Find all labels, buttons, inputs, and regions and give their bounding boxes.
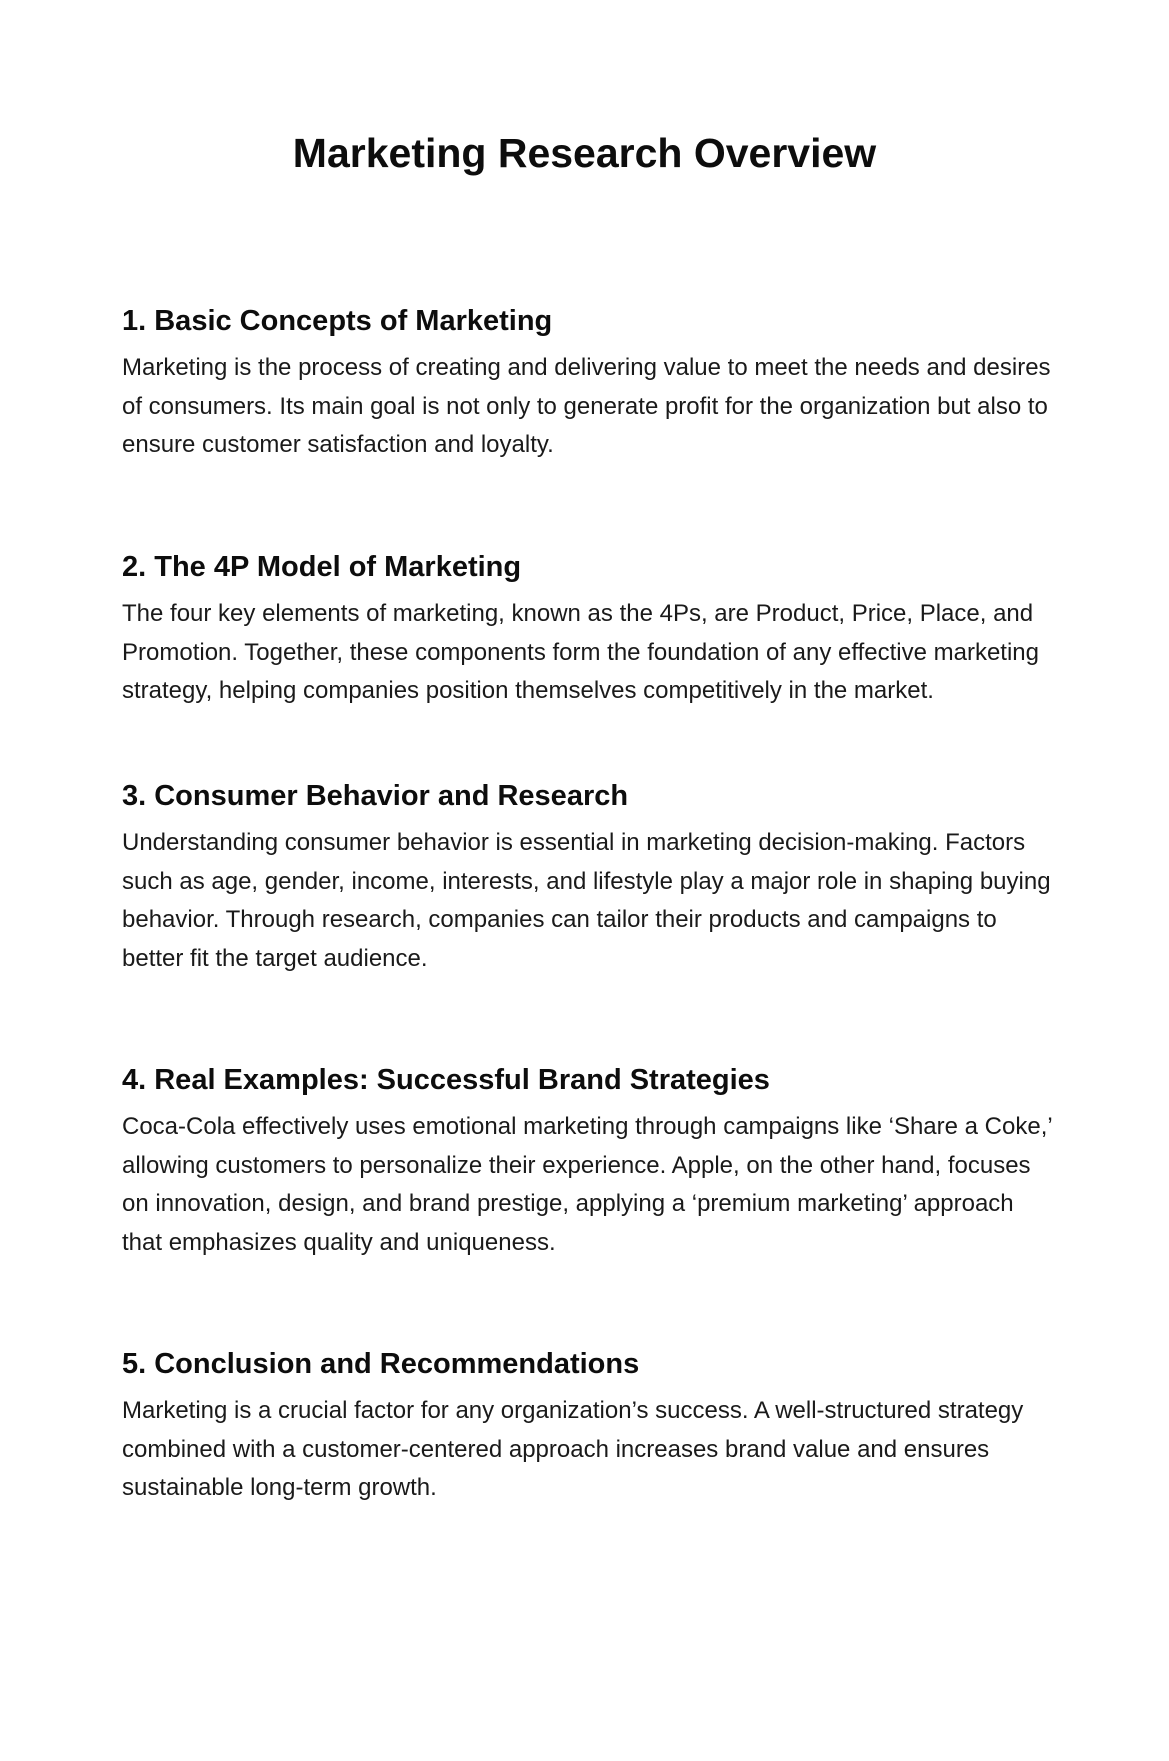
section-heading: 2. The 4P Model of Marketing (122, 551, 522, 583)
section-body: Understanding consumer behavior is essential in marketing decision-making. Factors such as age, gender, income, interests, and lifestyle play a major role in shaping buying behavior. Through research, companies can tailor their products and campaigns to better fit the target audience. (122, 829, 1051, 972)
section-body: Marketing is the process of creating and delivering value to meet the needs and desires of consumers. Its main goal is not only to generate profit for the organization but also to ensure customer satisfaction and loyalty. (122, 354, 1051, 458)
section-heading: 5. Conclusion and Recommendations (122, 1348, 640, 1380)
section-heading: 4. Real Examples: Successful Brand Strategies (122, 1064, 770, 1096)
section-body: Coca-Cola effectively uses emotional marketing through campaigns like ‘Share a Coke,’ allowing customers to personalize their experience. Apple, on the other hand, focuses on innovation, design, and brand prestige, applying a ‘premium marketing’ approach that emphasizes quality and uniqueness. (122, 1113, 1052, 1256)
section-4p-model (122, 549, 1057, 711)
section-body: Marketing is a crucial factor for any organization’s success. A well-structured strategy combined with a customer-centered approach increases brand value and ensures sustainable long-term growth. (122, 1397, 1024, 1501)
section-conclusion (122, 1346, 1057, 1508)
section-consumer-behavior (122, 778, 1057, 978)
section-heading: 3. Consumer Behavior and Research (122, 780, 629, 812)
section-real-examples (122, 1062, 1057, 1262)
section-heading: 1. Basic Concepts of Marketing (122, 305, 553, 337)
section-body: The four key elements of marketing, known as the 4Ps, are Product, Price, Place, and Promotion. Together, these components form the foundation of any effective marketing strategy, helping companies position themselves competitively in the market. (122, 600, 1039, 704)
section-basic-concepts (122, 303, 1057, 465)
document-title: Marketing Research Overview (292, 130, 877, 176)
